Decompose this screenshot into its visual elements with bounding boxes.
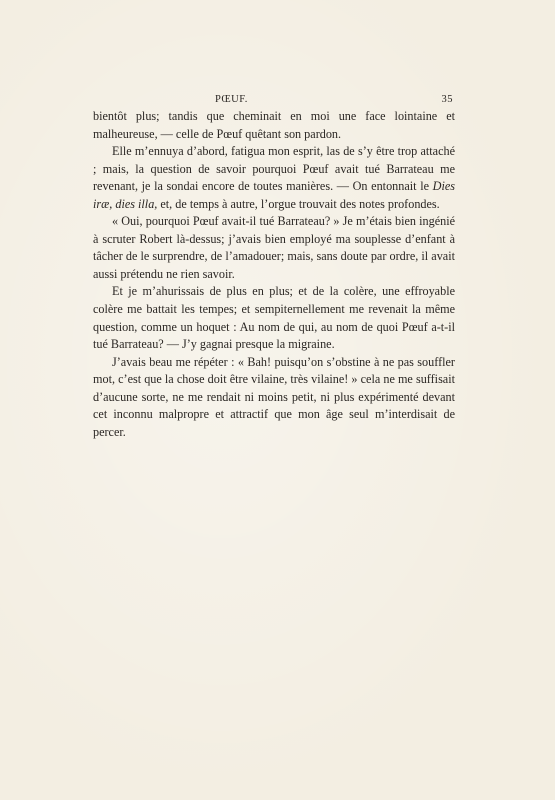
paragraph-text: Et je m’ahurissais de plus en plus; et de la colère, une effroyable colère me battait les tempes; et sempiternellement me revenait la même question, comme un hoquet : Au nom de qui, au nom de quoi Pœuf a-t-il tué Barrateau? — J’y gagnai presque la migraine. bbox=[93, 284, 455, 352]
paragraph bbox=[93, 213, 455, 283]
italic-text: Dies iræ, dies illa, bbox=[93, 179, 455, 211]
body-text bbox=[93, 108, 455, 441]
running-head bbox=[93, 94, 453, 108]
paragraph-text: et, de temps à autre, l’orgue trouvait des notes profondes. bbox=[157, 196, 440, 211]
paragraph bbox=[93, 143, 455, 213]
page-number: 35 bbox=[441, 94, 453, 105]
running-title: PŒUF. bbox=[215, 94, 248, 105]
paragraph-text: bientôt plus; tandis que cheminait en moi une face lointaine et malheureuse, — celle de Pœuf quêtant son pardon. bbox=[93, 109, 455, 141]
paragraph-text: Elle m’ennuya d’abord, fatigua mon esprit, las de s’y être trop attaché ; mais, la question de savoir pourquoi Pœuf avait tué Barrateau me revenant, je la sondai encore de toutes manières. — On entonnait le bbox=[93, 144, 455, 194]
paragraph bbox=[93, 108, 455, 143]
paragraph-text: J’avais beau me répéter : « Bah! puisqu’on s’obstine à ne pas souffler mot, c’est que la chose doit être vilaine, très vilaine! » cela ne me suffisait d’aucune sorte, ne me rendait ni moins petit, ni plus expérimenté devant cet inconnu malpropre et attractif que mon âge seul m’interdisait de percer. bbox=[93, 354, 455, 439]
paragraph bbox=[93, 283, 455, 353]
paragraph bbox=[93, 354, 455, 442]
paragraph-text: « Oui, pourquoi Pœuf avait-il tué Barrateau? » Je m’étais bien ingénié à scruter Robert là-dessus; j’avais bien employé ma souplesse d’enfant à tâcher de le surprendre, de l’amadouer; mais, sans doute par ordre, il avait aussi prétendu ne rien savoir. bbox=[93, 214, 455, 281]
